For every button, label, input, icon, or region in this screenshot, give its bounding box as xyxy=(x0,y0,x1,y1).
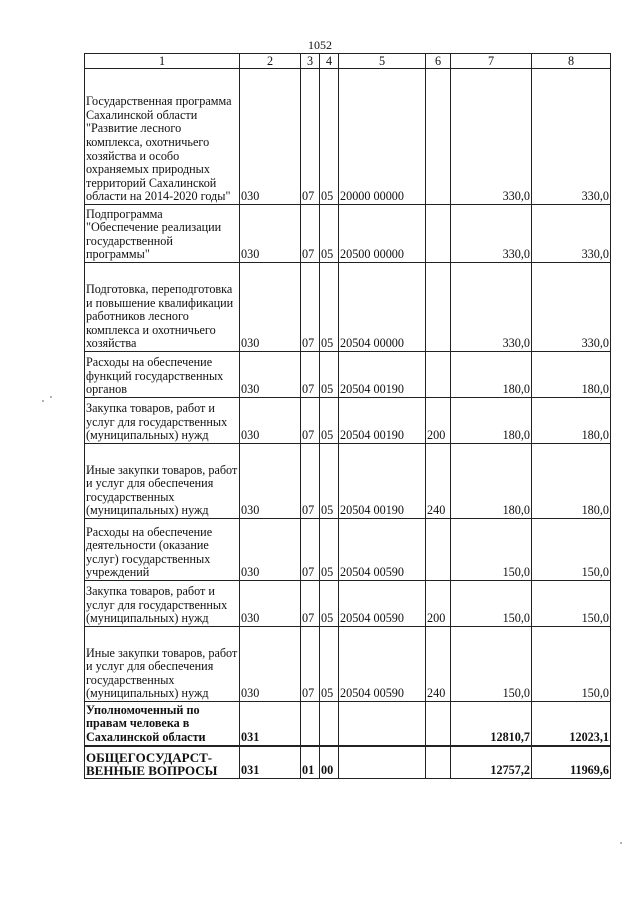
expense-type-cell xyxy=(426,263,451,352)
section-cell: 07 xyxy=(301,581,320,627)
expense-type-cell: 200 xyxy=(426,398,451,444)
header-cell-2: 2 xyxy=(240,54,301,69)
amount-col7-cell: 180,0 xyxy=(451,444,532,519)
expense-type-cell: 240 xyxy=(426,444,451,519)
table-row xyxy=(85,263,611,352)
subsection-cell: 05 xyxy=(320,205,339,263)
row-name-cell: Подготовка, переподготовка и повышение квалификации работников лесного комплекса и охотничьего хозяйства xyxy=(85,263,240,352)
section-cell: 07 xyxy=(301,444,320,519)
table-row xyxy=(85,69,611,205)
amount-col7-cell: 330,0 xyxy=(451,205,532,263)
row-name-cell: Расходы на обеспечение деятельности (оказание услуг) государственных учреждений xyxy=(85,519,240,581)
amount-col7-cell: 150,0 xyxy=(451,581,532,627)
admin-code-cell: 030 xyxy=(240,627,301,702)
amount-col8-cell: 330,0 xyxy=(532,263,611,352)
row-name-cell: Иные закупки товаров, работ и услуг для обеспечения государственных (муниципальных) нужд xyxy=(85,627,240,702)
amount-col8-cell: 330,0 xyxy=(532,205,611,263)
amount-col7-cell: 330,0 xyxy=(451,69,532,205)
target-article-cell: 20000 00000 xyxy=(339,69,426,205)
subsection-cell xyxy=(320,702,339,746)
section-cell: 07 xyxy=(301,263,320,352)
expense-type-cell xyxy=(426,746,451,779)
table-row xyxy=(85,352,611,398)
amount-col7-cell: 180,0 xyxy=(451,398,532,444)
target-article-cell: 20504 00190 xyxy=(339,352,426,398)
scan-speck xyxy=(620,842,622,844)
amount-col7-cell: 150,0 xyxy=(451,627,532,702)
table-row xyxy=(85,581,611,627)
amount-col7-cell: 180,0 xyxy=(451,352,532,398)
amount-col8-cell: 11969,6 xyxy=(532,746,611,779)
header-cell-1: 1 xyxy=(85,54,240,69)
expense-type-cell xyxy=(426,205,451,263)
subsection-cell: 05 xyxy=(320,69,339,205)
admin-code-cell: 030 xyxy=(240,581,301,627)
admin-code-cell: 030 xyxy=(240,444,301,519)
row-name-cell: Расходы на обеспечение функций государственных органов xyxy=(85,352,240,398)
table-row xyxy=(85,205,611,263)
table-row xyxy=(85,627,611,702)
expense-type-cell: 200 xyxy=(426,581,451,627)
target-article-cell: 20504 00190 xyxy=(339,398,426,444)
admin-code-cell: 030 xyxy=(240,263,301,352)
amount-col8-cell: 180,0 xyxy=(532,444,611,519)
amount-col8-cell: 12023,1 xyxy=(532,702,611,746)
subsection-cell: 05 xyxy=(320,581,339,627)
section-cell: 07 xyxy=(301,205,320,263)
admin-code-cell: 030 xyxy=(240,205,301,263)
subsection-cell: 05 xyxy=(320,352,339,398)
section-cell: 01 xyxy=(301,746,320,779)
target-article-cell: 20504 00190 xyxy=(339,444,426,519)
section-cell xyxy=(301,702,320,746)
target-article-cell: 20504 00590 xyxy=(339,519,426,581)
expense-type-cell xyxy=(426,702,451,746)
expense-type-cell xyxy=(426,519,451,581)
section-cell: 07 xyxy=(301,627,320,702)
amount-col8-cell: 330,0 xyxy=(532,69,611,205)
subsection-cell: 05 xyxy=(320,519,339,581)
header-cell-7: 7 xyxy=(451,54,532,69)
table-row xyxy=(85,746,611,779)
admin-code-cell: 030 xyxy=(240,352,301,398)
row-name-cell: Государственная программа Сахалинской области "Развитие лесного комплекса, охотничьего хозяйства и особо охраняемых природных территорий Сахалинской области на 2014-2020 годы" xyxy=(85,69,240,205)
table-row xyxy=(85,444,611,519)
amount-col8-cell: 150,0 xyxy=(532,627,611,702)
amount-col8-cell: 180,0 xyxy=(532,352,611,398)
target-article-cell: 20504 00000 xyxy=(339,263,426,352)
subsection-cell: 00 xyxy=(320,746,339,779)
amount-col7-cell: 330,0 xyxy=(451,263,532,352)
table-row xyxy=(85,702,611,746)
header-cell-4: 4 xyxy=(320,54,339,69)
header-cell-5: 5 xyxy=(339,54,426,69)
page-number: 1052 xyxy=(308,38,332,52)
subsection-cell: 05 xyxy=(320,398,339,444)
table-row xyxy=(85,519,611,581)
row-name-cell: Иные закупки товаров, работ и услуг для обеспечения государственных (муниципальных) нужд xyxy=(85,444,240,519)
header-row xyxy=(85,54,611,69)
row-name-cell: ОБЩЕГОСУДАРСТ-ВЕННЫЕ ВОПРОСЫ xyxy=(85,746,240,779)
expense-type-cell xyxy=(426,69,451,205)
row-name-cell: Уполномоченный по правам человека в Сахалинской области xyxy=(85,702,240,746)
header-cell-3: 3 xyxy=(301,54,320,69)
section-cell: 07 xyxy=(301,69,320,205)
amount-col7-cell: 150,0 xyxy=(451,519,532,581)
header-cell-8: 8 xyxy=(532,54,611,69)
header-cell-6: 6 xyxy=(426,54,451,69)
section-cell: 07 xyxy=(301,398,320,444)
subsection-cell: 05 xyxy=(320,444,339,519)
amount-col8-cell: 150,0 xyxy=(532,519,611,581)
amount-col8-cell: 180,0 xyxy=(532,398,611,444)
amount-col7-cell: 12810,7 xyxy=(451,702,532,746)
row-name-cell: Подпрограмма "Обеспечение реализации государственной программы" xyxy=(85,205,240,263)
admin-code-cell: 031 xyxy=(240,702,301,746)
amount-col7-cell: 12757,2 xyxy=(451,746,532,779)
amount-col8-cell: 150,0 xyxy=(532,581,611,627)
admin-code-cell: 030 xyxy=(240,398,301,444)
target-article-cell: 20504 00590 xyxy=(339,627,426,702)
target-article-cell xyxy=(339,746,426,779)
section-cell: 07 xyxy=(301,352,320,398)
target-article-cell xyxy=(339,702,426,746)
expense-type-cell xyxy=(426,352,451,398)
admin-code-cell: 030 xyxy=(240,69,301,205)
table-row xyxy=(85,398,611,444)
row-name-cell: Закупка товаров, работ и услуг для государственных (муниципальных) нужд xyxy=(85,581,240,627)
target-article-cell: 20500 00000 xyxy=(339,205,426,263)
budget-table xyxy=(84,53,611,779)
admin-code-cell: 031 xyxy=(240,746,301,779)
target-article-cell: 20504 00590 xyxy=(339,581,426,627)
scan-speck xyxy=(42,400,44,402)
subsection-cell: 05 xyxy=(320,627,339,702)
admin-code-cell: 030 xyxy=(240,519,301,581)
row-name-cell: Закупка товаров, работ и услуг для государственных (муниципальных) нужд xyxy=(85,398,240,444)
expense-type-cell: 240 xyxy=(426,627,451,702)
scan-speck xyxy=(50,396,52,398)
subsection-cell: 05 xyxy=(320,263,339,352)
section-cell: 07 xyxy=(301,519,320,581)
